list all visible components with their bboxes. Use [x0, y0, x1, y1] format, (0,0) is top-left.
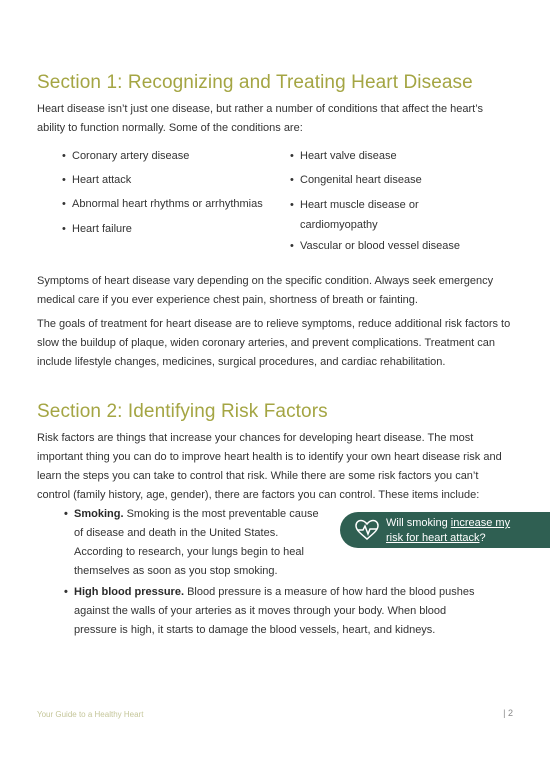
section1-title: Section 1: Recognizing and Treating Heart Disease [37, 72, 473, 93]
page-number: | 2 [503, 708, 513, 718]
section2-intro: Risk factors are things that increase your chances for developing heart disease. The most important thing you can do to improve heart health is to identify your own heart disease risk and learn the steps you can take to control that risk. While there are some risk factors you can’t control (family history, age, gender), there are factors you can control. These items include: [37, 432, 502, 501]
smoking-label: Smoking. [74, 508, 124, 520]
list-item: • Coronary artery disease [62, 150, 190, 162]
risk-factor-smoking: • Smoking. Smoking is the most preventable cause of disease and death in the United States. According to research, your lungs begin to heal themselves as soon as you stop smoking. [64, 508, 319, 577]
callout-link-cont[interactable]: risk for heart attack [386, 532, 480, 544]
bp-label: High blood pressure. [74, 586, 185, 598]
section2-title: Section 2: Identifying Risk Factors [37, 401, 328, 422]
smoking-text: Smoking is the most preventable cause of disease and death in the United States. According to research, your lungs begin to heal themselves as soon as you stop smoking. [74, 508, 319, 577]
section1-intro: Heart disease isn’t just one disease, but rather a number of conditions that affect the heart’s ability to function normally. Some of the conditions are: [37, 103, 483, 134]
list-item: • Vascular or blood vessel disease [290, 240, 460, 252]
section1-goals: The goals of treatment for heart disease are to relieve symptoms, reduce additional risk factors to slow the buildup of plaque, widen coronary arteries, and prevent complications. Treatment can include lifestyle changes, medicines, surgical procedures, and cardiac rehabilitation. [37, 318, 511, 368]
list-item: • Heart failure [62, 223, 132, 235]
list-item: • Congenital heart disease [290, 174, 422, 186]
smoking-callout[interactable] [340, 512, 550, 548]
section1-symptoms: Symptoms of heart disease vary depending on the specific condition. Always seek emergency medical care if you ever experience chest pain, shortness of breath or fainting. [37, 275, 494, 306]
risk-factor-blood-pressure: • High blood pressure. Blood pressure is a measure of how hard the blood pushes against the walls of your arteries as it moves through your body. When blood pressure is high, it starts to damage the blood vessels, heart, and kidneys. [64, 586, 475, 636]
list-item: • Heart attack [62, 174, 132, 186]
callout-text: Will smoking increase my risk for heart attack? [386, 517, 511, 544]
list-item: • Abnormal heart rhythms or arrhythmias [62, 198, 263, 210]
list-item: • Heart muscle disease or cardiomyopathy [290, 199, 419, 231]
list-item: • Heart valve disease [290, 150, 397, 162]
callout-link[interactable]: increase my [450, 517, 511, 529]
heart-pulse-icon [354, 518, 380, 542]
footer-guide-title: Your Guide to a Healthy Heart [37, 710, 144, 719]
bp-text: Blood pressure is a measure of how hard the blood pushes against the walls of your arteries as it moves through your body. When blood pressure is high, it starts to damage the blood vessels, heart, and kidneys. [74, 586, 475, 636]
